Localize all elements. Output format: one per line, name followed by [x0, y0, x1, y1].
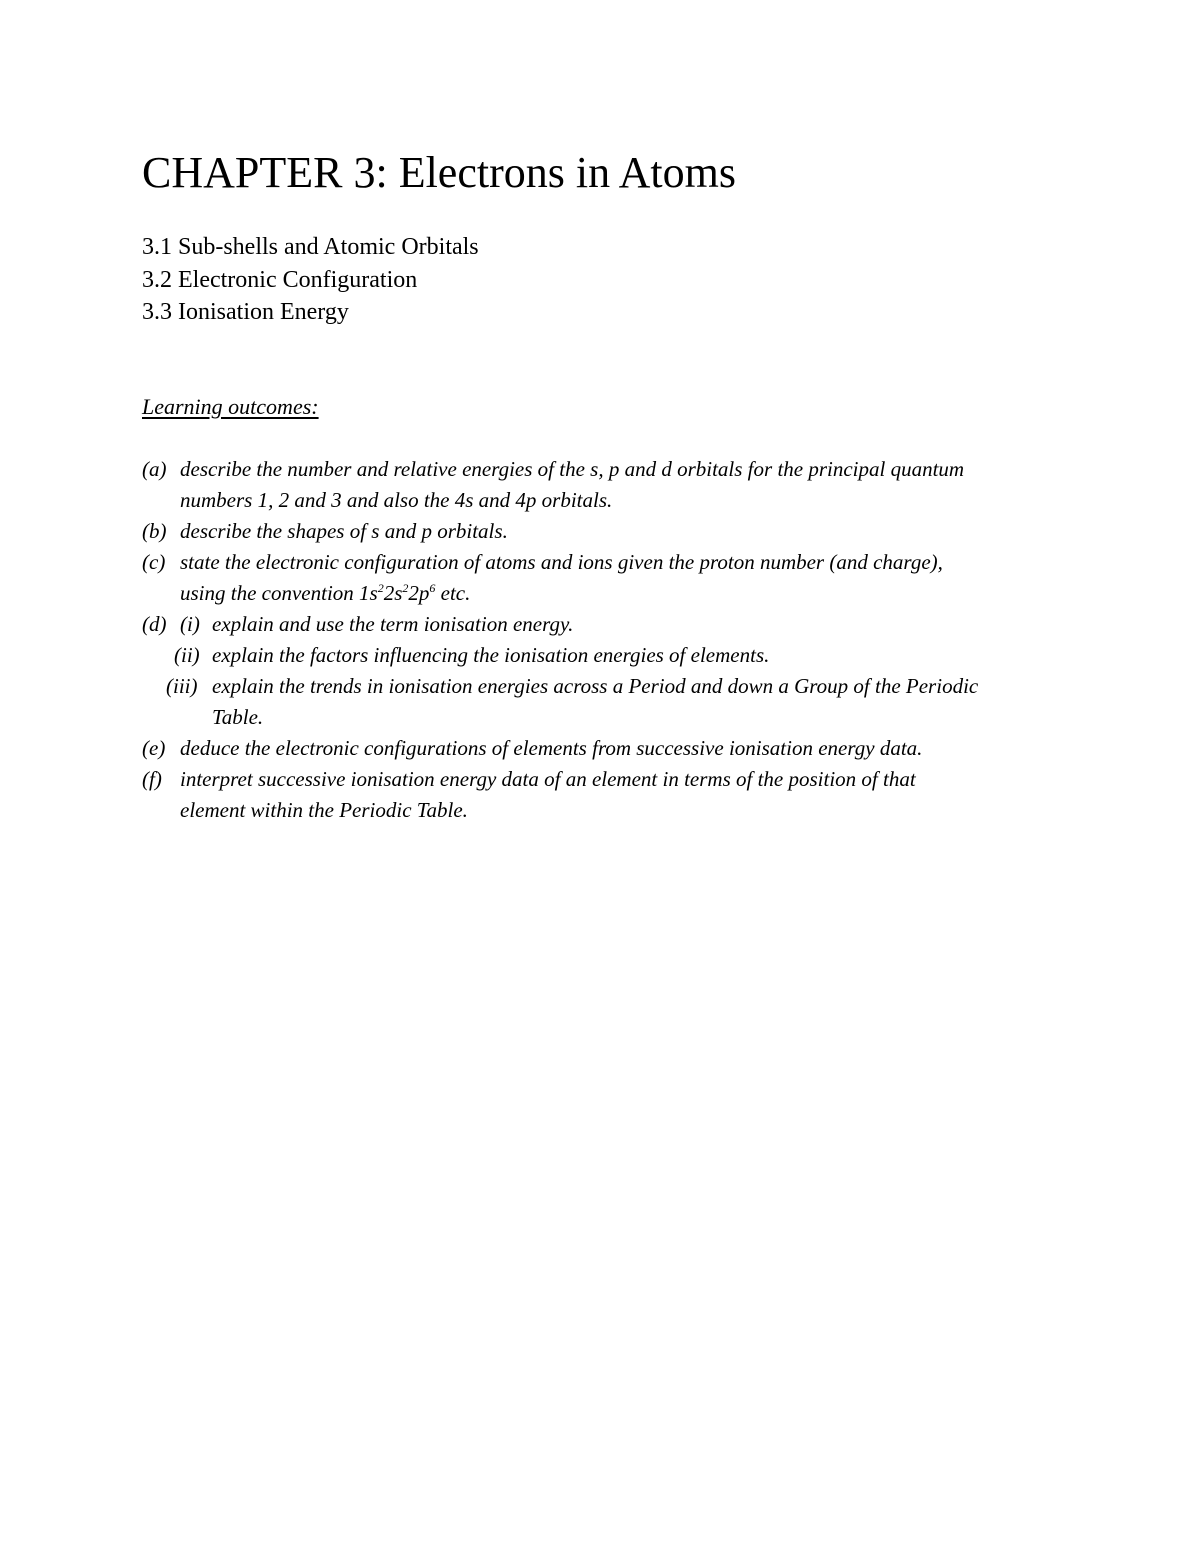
- outcome-text-line: explain the trends in ionisation energies across a Period and down a Group of the Periodic: [212, 674, 979, 698]
- sub-outcome-marker: (ii): [174, 643, 200, 667]
- outcome-text-line: describe the shapes of s and p orbitals.: [180, 519, 508, 543]
- outcome-marker: (b): [142, 519, 167, 543]
- outcome-text-line: explain the factors influencing the ionisation energies of elements.: [212, 643, 770, 667]
- learning-outcomes-heading: Learning outcomes:: [142, 394, 319, 419]
- outcome-d-iii: [166, 671, 1062, 733]
- outcome-b: [142, 516, 1062, 547]
- sub-outcome-text: [180, 609, 1062, 640]
- outcome-text-line: state the electronic configuration of atoms and ions given the proton number (and charge),: [180, 550, 943, 574]
- sub-outcome-text: [180, 640, 1062, 671]
- outcome-d-ii: [174, 640, 1062, 671]
- superscript: 6: [429, 581, 436, 595]
- section-list: [142, 231, 479, 329]
- convention-prefix: using the convention 1s: [180, 581, 378, 605]
- outcome-text-line: interpret successive ionisation energy data of an element in terms of the position of that: [180, 767, 916, 791]
- outcome-text-line: [180, 578, 1062, 609]
- section-item: 3.1 Sub-shells and Atomic Orbitals: [142, 234, 479, 260]
- outcome-text-line: Table.: [212, 705, 264, 729]
- sub-outcome-marker: (iii): [166, 674, 198, 698]
- outcome-text-line: deduce the electronic configurations of elements from successive ionisation energy data.: [180, 736, 923, 760]
- outcome-e: [142, 733, 1062, 764]
- sub-outcome-text: [180, 671, 1062, 733]
- outcome-d: [142, 609, 1062, 733]
- sub-outcome-marker: (i): [180, 612, 200, 636]
- learning-outcomes-list: [142, 454, 1062, 826]
- chapter-title: CHAPTER 3: Electrons in Atoms: [142, 148, 736, 197]
- convention-suffix: etc.: [435, 581, 471, 605]
- section-item: 3.2 Electronic Configuration: [142, 266, 418, 293]
- outcome-a: [142, 454, 1062, 516]
- superscript: 2: [402, 581, 409, 595]
- outcome-f: [142, 764, 1062, 826]
- outcome-marker: (f): [142, 767, 162, 791]
- outcome-text-line: numbers 1, 2 and 3 and also the 4s and 4p orbitals.: [180, 488, 613, 512]
- outcome-marker: (c): [142, 550, 166, 574]
- outcome-marker: (e): [142, 736, 166, 760]
- outcome-marker: (a): [142, 457, 167, 481]
- outcome-text-line: element within the Periodic Table.: [180, 798, 468, 822]
- outcome-d-i: [180, 609, 1062, 640]
- convention-part: 2p: [408, 581, 430, 605]
- outcome-text-line: explain and use the term ionisation energy.: [212, 612, 574, 636]
- outcome-c: [142, 547, 1062, 609]
- section-item: 3.3 Ionisation Energy: [142, 299, 349, 325]
- outcome-text-line: describe the number and relative energies of the s, p and d orbitals for the principal quantum: [180, 457, 965, 481]
- convention-part: 2s: [383, 581, 403, 605]
- superscript: 2: [377, 581, 384, 595]
- outcome-marker: (d): [142, 612, 167, 636]
